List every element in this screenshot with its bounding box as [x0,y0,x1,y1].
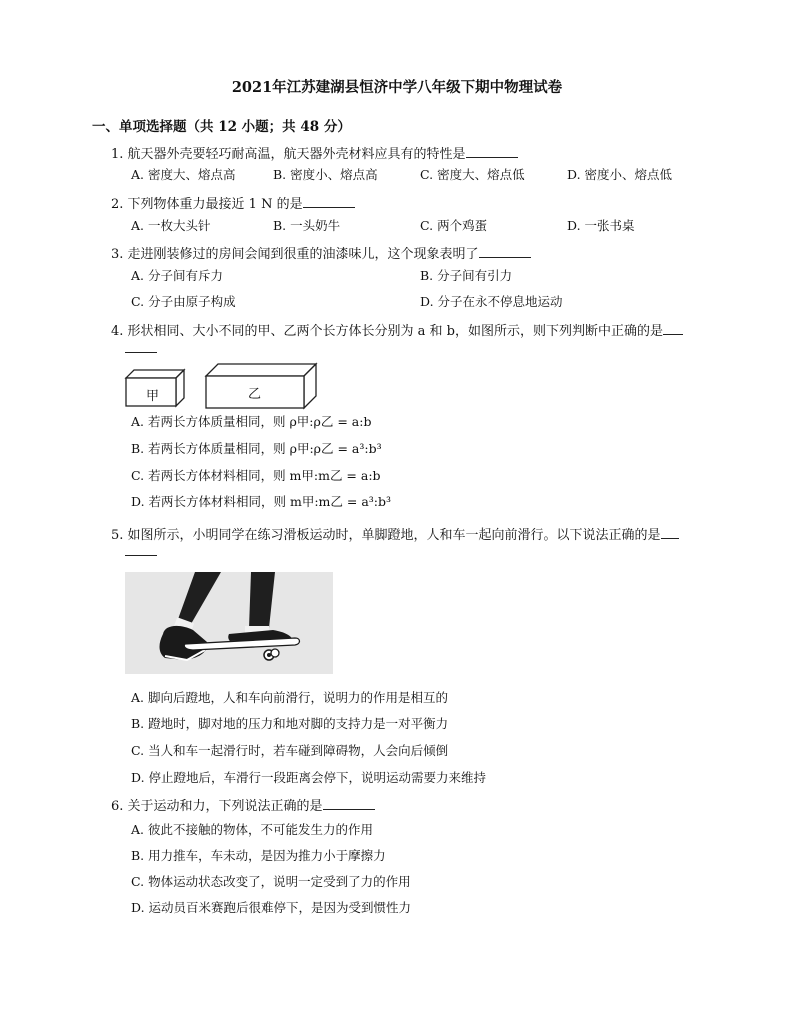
answer-blank [466,145,518,158]
section-heading: 一、单项选择题（共 12 小题；共 48 分） [92,119,351,135]
q1-option-b: B. 密度小、熔点高 [273,167,378,182]
q1-option-a: A. 密度大、熔点高 [131,167,236,182]
question-1-stem: 1. 航天器外壳要轻巧耐高温，航天器外壳材料应具有的特性是 [111,143,518,162]
q2-option-c: C. 两个鸡蛋 [420,218,488,233]
q2-option-a: A. 一枚大头针 [131,218,211,233]
answer-blank [303,195,355,208]
answer-blank [323,797,375,810]
question-3-stem: 3. 走进刚装修过的房间会闻到很重的油漆味儿，这个现象表明了 [111,243,531,262]
answer-blank-continued [125,340,157,357]
q4-option-c: C. 若两长方体材料相同，则 m甲:m乙 = a:b [131,468,381,483]
answer-blank [479,245,531,258]
block-label-jia: 甲 [146,389,160,404]
q4-option-b: B. 若两长方体质量相同，则 ρ甲:ρ乙 = a³:b³ [131,441,382,456]
q2-option-d: D. 一张书桌 [567,218,635,233]
question-5-stem: 5. 如图所示，小明同学在练习滑板运动时，单脚蹬地，人和车一起向前滑行。以下说法正确的是 [111,524,679,543]
q3-option-b: B. 分子间有引力 [420,268,513,283]
question-4-stem: 4. 形状相同、大小不同的甲、乙两个长方体长分别为 a 和 b，如图所示，则下列判断中正确的是 [111,320,683,339]
q6-option-c: C. 物体运动状态改变了，说明一定受到了力的作用 [131,874,411,889]
answer-blank [663,322,683,335]
q1-option-c: C. 密度大、熔点低 [420,167,525,182]
q6-option-d: D. 运动员百米赛跑后很难停下，是因为受到惯性力 [131,900,412,915]
q5-option-d: D. 停止蹬地后，车滑行一段距离会停下，说明运动需要力来维持 [131,770,487,785]
page-title: 2021年江苏建湖县恒济中学八年级下期中物理试卷 [231,79,563,96]
answer-blank-continued [125,543,157,560]
q1-option-d: D. 密度小、熔点低 [567,167,673,182]
q6-option-b: B. 用力推车，车未动，是因为推力小于摩擦力 [131,848,386,863]
q3-option-c: C. 分子由原子构成 [131,294,236,309]
q2-option-b: B. 一头奶牛 [273,218,341,233]
q3-option-a: A. 分子间有斥力 [131,268,223,283]
block-label-yi: 乙 [248,387,262,402]
q4-option-d: D. 若两长方体材料相同，则 m甲:m乙 = a³:b³ [131,494,392,509]
skateboard-figure [125,572,333,674]
q5-option-a: A. 脚向后蹬地，人和车向前滑行，说明力的作用是相互的 [131,690,448,705]
q4-option-a: A. 若两长方体质量相同，则 ρ甲:ρ乙 = a:b [131,414,372,429]
q6-option-a: A. 彼此不接触的物体，不可能发生力的作用 [131,822,373,837]
answer-blank [661,526,679,539]
q3-option-d: D. 分子在永不停息地运动 [420,294,563,309]
question-6-stem: 6. 关于运动和力，下列说法正确的是 [111,795,375,814]
q5-option-c: C. 当人和车一起滑行时，若车碰到障碍物，人会向后倾倒 [131,743,449,758]
question-2-stem: 2. 下列物体重力最接近 1 N 的是 [111,193,355,212]
q5-option-b: B. 蹬地时，脚对地的压力和地对脚的支持力是一对平衡力 [131,716,449,731]
